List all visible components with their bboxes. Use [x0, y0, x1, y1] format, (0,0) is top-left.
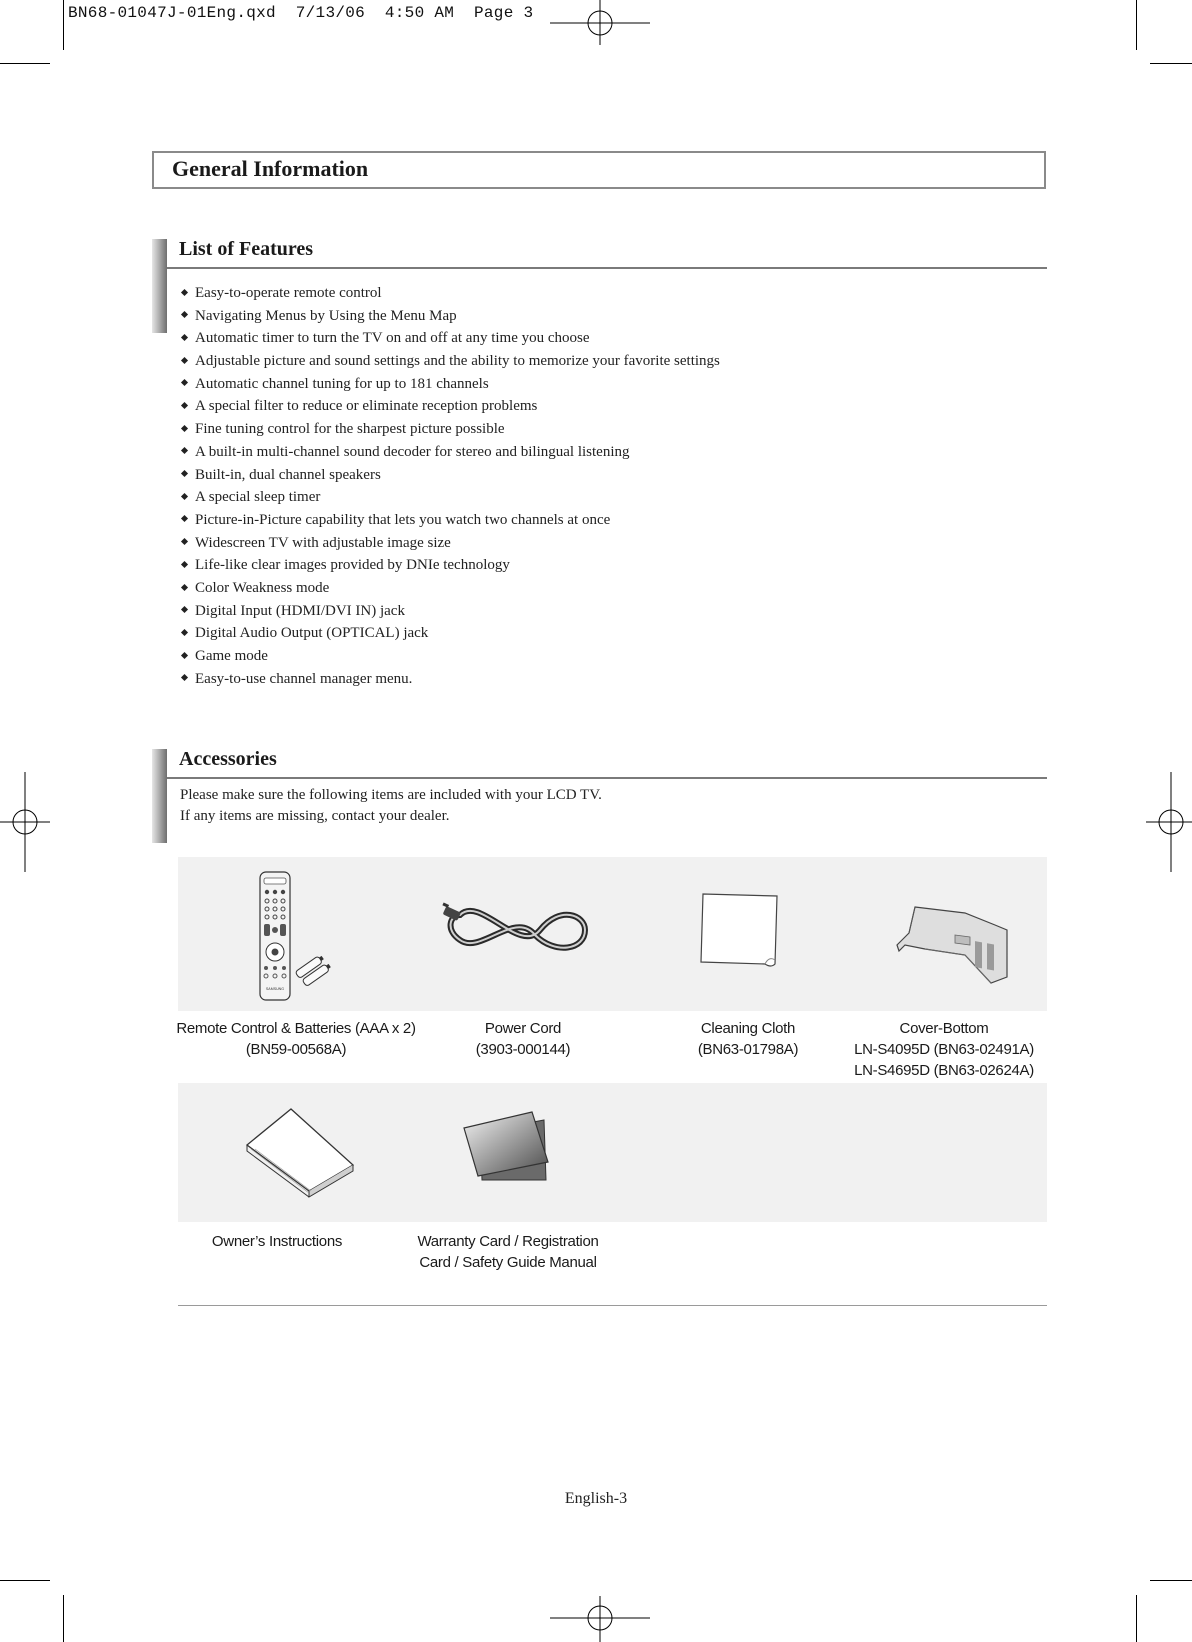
page-title: General Information: [172, 156, 369, 181]
slug-page: Page 3: [474, 4, 534, 22]
bullet-icon: [181, 515, 188, 522]
warranty-card-icon: [462, 1110, 552, 1185]
caption-warranty-card: Warranty Card / Registration Card / Safety Guide Manual: [417, 1233, 599, 1271]
features-title: List of Features: [179, 238, 314, 260]
crop-mark: [1136, 0, 1137, 50]
list-item: Picture-in-Picture capability that lets you watch two channels at once: [178, 509, 720, 532]
list-item: Life-like clear images provided by DNIe technology: [178, 554, 720, 577]
list-item: Easy-to-operate remote control: [178, 282, 720, 305]
bullet-icon: [181, 379, 188, 386]
bullet-icon: [181, 470, 188, 477]
list-item: A special sleep timer: [178, 486, 720, 509]
accessories-title: Accessories: [179, 748, 277, 770]
list-item: A built-in multi-channel sound decoder for stereo and bilingual listening: [178, 441, 720, 464]
bottom-divider: [178, 1305, 1047, 1306]
accessories-intro-line: Please make sure the following items are included with your LCD TV.: [180, 787, 602, 803]
list-item: Automatic channel tuning for up to 181 channels: [178, 373, 720, 396]
remote-brand: SAMSUNG: [265, 987, 285, 991]
crop-mark: [63, 0, 64, 50]
bullet-icon: [181, 447, 188, 454]
caption-owners-instructions: Owner’s Instructions: [211, 1233, 343, 1250]
accessories-intro-line: If any items are missing, contact your dealer.: [180, 808, 450, 824]
caption-cleaning-cloth: Cleaning Cloth (BN63-01798A): [697, 1020, 799, 1058]
cover-bottom-icon: [895, 905, 1015, 985]
bullet-icon: [181, 402, 188, 409]
crop-mark: [1150, 63, 1192, 64]
power-cord-icon: [440, 895, 590, 965]
bullet-icon: [181, 652, 188, 659]
features-list: [178, 282, 720, 690]
bullet-icon: [181, 425, 188, 432]
page-number: English-3: [564, 1490, 628, 1507]
bullet-icon: [181, 538, 188, 545]
list-item: Digital Input (HDMI/DVI IN) jack: [178, 600, 720, 623]
slug-date: 7/13/06: [295, 4, 366, 22]
bullet-icon: [181, 357, 188, 364]
bullet-icon: [181, 493, 188, 500]
list-item: A special filter to reduce or eliminate reception problems: [178, 395, 720, 418]
owners-instructions-icon: [245, 1105, 355, 1195]
slug-time: 4:50 AM: [384, 4, 455, 22]
list-item: Color Weakness mode: [178, 577, 720, 600]
list-item: Digital Audio Output (OPTICAL) jack: [178, 622, 720, 645]
list-item: Widescreen TV with adjustable image size: [178, 532, 720, 555]
remote-control-icon: [255, 870, 330, 1005]
bullet-icon: [181, 583, 188, 590]
registration-mark-icon: [550, 0, 650, 45]
list-item: Game mode: [178, 645, 720, 668]
bullet-icon: [181, 629, 188, 636]
section-bar: [152, 239, 167, 333]
crop-mark: [63, 1595, 64, 1642]
crop-mark: [1136, 1595, 1137, 1642]
list-item: Automatic timer to turn the TV on and off at any time you choose: [178, 327, 720, 350]
print-slug: [68, 4, 533, 22]
bullet-icon: [181, 561, 188, 568]
list-item: Fine tuning control for the sharpest picture possible: [178, 418, 720, 441]
cleaning-cloth-icon: [695, 890, 785, 970]
bullet-icon: [181, 311, 188, 318]
accessories-intro: [180, 785, 602, 827]
registration-mark-icon: [0, 772, 50, 872]
slug-file: BN68-01047J-01Eng.qxd: [68, 4, 276, 22]
bullet-icon: [181, 674, 188, 681]
list-item: Easy-to-use channel manager menu.: [178, 668, 720, 691]
accessories-rule: [167, 777, 1047, 779]
crop-mark: [0, 1580, 50, 1581]
bullet-icon: [181, 289, 188, 296]
registration-mark-icon: [550, 1596, 650, 1642]
list-item: Built-in, dual channel speakers: [178, 464, 720, 487]
section-bar: [152, 749, 167, 843]
crop-mark: [0, 63, 50, 64]
caption-remote-control: Remote Control & Batteries (AAA x 2) (BN59-00568A): [176, 1020, 416, 1058]
crop-mark: [1150, 1580, 1192, 1581]
caption-cover-bottom: Cover-Bottom LN-S4095D (BN63-02491A) LN-S4695D (BN63-02624A): [854, 1020, 1034, 1079]
registration-mark-icon: [1146, 772, 1192, 872]
bullet-icon: [181, 334, 188, 341]
list-item: Adjustable picture and sound settings and the ability to memorize your favorite settings: [178, 350, 720, 373]
caption-power-cord: Power Cord (3903-000144): [475, 1020, 571, 1058]
list-item: Navigating Menus by Using the Menu Map: [178, 305, 720, 328]
features-rule: [167, 267, 1047, 269]
bullet-icon: [181, 606, 188, 613]
